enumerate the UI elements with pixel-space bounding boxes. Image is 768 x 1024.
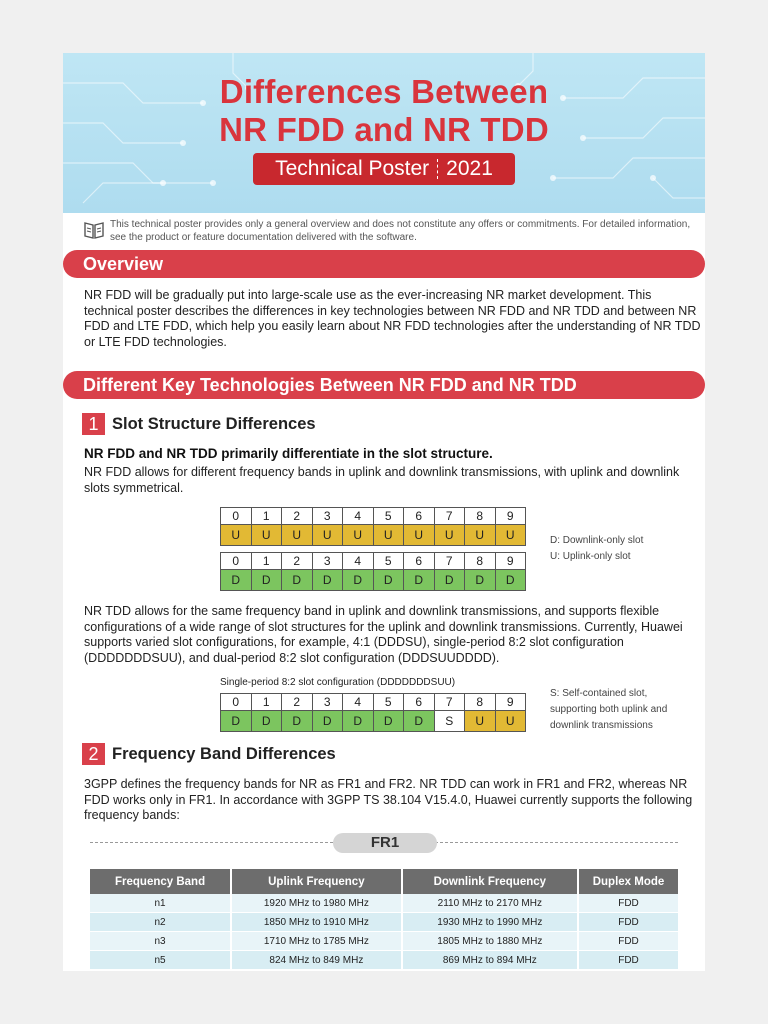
slot-index: 5: [373, 508, 404, 525]
slot-index: 0: [221, 553, 252, 570]
column-header: Downlink Frequency: [402, 869, 578, 894]
subtitle-badge: [253, 153, 515, 185]
slot-index: 6: [404, 508, 435, 525]
downlink-slot: D: [373, 711, 404, 732]
table-row: [90, 913, 678, 932]
slot-index-row: [221, 694, 526, 711]
fr1-divider: [90, 835, 678, 849]
book-icon: [83, 220, 105, 240]
slot-index: 2: [282, 553, 313, 570]
subtitle-year: 2021: [446, 157, 493, 180]
downlink-slot: D: [251, 711, 282, 732]
uplink-slot: U: [312, 525, 343, 546]
downlink-slot: D: [221, 711, 252, 732]
downlink-slot: D: [404, 711, 435, 732]
uplink-slot: U: [404, 525, 435, 546]
fdd-uplink-slot-table: [220, 507, 526, 546]
slot-index: 8: [465, 508, 496, 525]
column-header: Uplink Frequency: [231, 869, 402, 894]
slot-index: 1: [251, 553, 282, 570]
fr1-label: FR1: [333, 833, 437, 853]
downlink-cell: 1805 MHz to 1880 MHz: [402, 932, 578, 951]
band-cell: n2: [90, 913, 231, 932]
header-banner: [63, 53, 705, 213]
frequency-band-table: [90, 869, 678, 970]
title-line-1: Differences Between: [219, 73, 549, 110]
slot-index: 3: [312, 694, 343, 711]
disclaimer-text: This technical poster provides only a general overview and does not constitute any offers or commitments. For detailed information, see the product or feature documentation delivered with the software.: [110, 219, 691, 243]
slot-index: 4: [343, 508, 374, 525]
downlink-slot: D: [221, 570, 252, 591]
fdd-slot-legend: [550, 533, 643, 565]
uplink-slot: U: [495, 525, 526, 546]
slot-index: 9: [495, 694, 526, 711]
slot-index: 6: [404, 553, 435, 570]
section-number-2: 2: [82, 743, 105, 765]
poster-page: [63, 53, 705, 971]
downlink-slot: D: [251, 570, 282, 591]
downlink-slot: D: [495, 570, 526, 591]
downlink-cell: 1930 MHz to 1990 MHz: [402, 913, 578, 932]
fdd-description: NR FDD allows for different frequency bands in uplink and downlink transmissions, with uplink and downlink slots symmetrical.: [84, 465, 680, 495]
slot-index: 1: [251, 508, 282, 525]
self-contained-slot: S: [434, 711, 465, 732]
tdd-config-slot-table: [220, 693, 526, 732]
table-row: [90, 932, 678, 951]
table-row: [90, 951, 678, 970]
section-number-1: 1: [82, 413, 105, 435]
duplex-cell: FDD: [578, 951, 678, 970]
overview-text: NR FDD will be gradually put into large-scale use as the ever-increasing NR market development. This technical poster describes the differences in key technologies between NR FDD and NR TDD and between NR FDD and LTE FDD, which help you easily learn about NR FDD technologies after the understanding of NR TDD or LTE FDD technologies.: [84, 288, 701, 349]
uplink-slot: U: [282, 525, 313, 546]
downlink-slot: D: [434, 570, 465, 591]
slot-index: 7: [434, 553, 465, 570]
uplink-cell: 1710 MHz to 1785 MHz: [231, 932, 402, 951]
slot-index: 8: [465, 694, 496, 711]
column-header: Frequency Band: [90, 869, 231, 894]
slot-index: 1: [251, 694, 282, 711]
table-header-row: [90, 869, 678, 894]
slot-index: 6: [404, 694, 435, 711]
uplink-slot: U: [373, 525, 404, 546]
band-cell: n5: [90, 951, 231, 970]
uplink-cell: 824 MHz to 849 MHz: [231, 951, 402, 970]
downlink-cell: 869 MHz to 894 MHz: [402, 951, 578, 970]
downlink-slot-row: [221, 570, 526, 591]
config-label: Single-period 8:2 slot configuration (DDDDDDDSUU): [220, 677, 456, 688]
subtitle-separator: [437, 159, 438, 179]
slot-index-row: [221, 508, 526, 525]
uplink-slot: U: [251, 525, 282, 546]
column-header: Duplex Mode: [578, 869, 678, 894]
slot-index: 0: [221, 508, 252, 525]
legend-uplink: U: Uplink-only slot: [550, 551, 631, 562]
slot-index: 9: [495, 508, 526, 525]
legend-downlink: D: Downlink-only slot: [550, 535, 644, 546]
band-cell: n1: [90, 894, 231, 913]
config-slot-row: [221, 711, 526, 732]
downlink-slot: D: [404, 570, 435, 591]
slot-index: 4: [343, 694, 374, 711]
overview-heading: Overview: [63, 250, 705, 278]
downlink-slot: D: [373, 570, 404, 591]
slot-index: 8: [465, 553, 496, 570]
uplink-cell: 1920 MHz to 1980 MHz: [231, 894, 402, 913]
uplink-cell: 1850 MHz to 1910 MHz: [231, 913, 402, 932]
uplink-slot-row: [221, 525, 526, 546]
subtitle-text: Technical Poster: [275, 157, 430, 180]
duplex-cell: FDD: [578, 894, 678, 913]
downlink-slot: D: [282, 570, 313, 591]
slot-index: 5: [373, 553, 404, 570]
downlink-cell: 2110 MHz to 2170 MHz: [402, 894, 578, 913]
downlink-slot: D: [465, 570, 496, 591]
table-row: [90, 894, 678, 913]
slot-index: 7: [434, 694, 465, 711]
downlink-slot: D: [282, 711, 313, 732]
slot-summary: NR FDD and NR TDD primarily differentiate in the slot structure.: [84, 446, 493, 461]
uplink-slot: U: [495, 711, 526, 732]
downlink-slot: D: [343, 711, 374, 732]
downlink-slot: D: [312, 711, 343, 732]
title-line-2: NR FDD and NR TDD: [219, 111, 549, 148]
slot-index: 2: [282, 508, 313, 525]
slot-index: 4: [343, 553, 374, 570]
duplex-cell: FDD: [578, 913, 678, 932]
uplink-slot: U: [343, 525, 374, 546]
slot-index: 0: [221, 694, 252, 711]
slot-index: 3: [312, 553, 343, 570]
slot-index: 3: [312, 508, 343, 525]
slot-index: 9: [495, 553, 526, 570]
uplink-slot: U: [465, 711, 496, 732]
downlink-slot: D: [312, 570, 343, 591]
frequency-description: 3GPP defines the frequency bands for NR as FR1 and FR2. NR TDD can work in FR1 and FR2, whereas NR FDD works only in FR1. In accordance with 3GPP TS 38.104 V15.4.0, Huawei currently supports the following frequency bands:: [84, 777, 693, 822]
duplex-cell: FDD: [578, 932, 678, 951]
key-tech-heading: Different Key Technologies Between NR FDD and NR TDD: [63, 371, 705, 399]
band-cell: n3: [90, 932, 231, 951]
slot-structure-title: Slot Structure Differences: [112, 414, 316, 433]
frequency-band-title: Frequency Band Differences: [112, 744, 336, 763]
uplink-slot: U: [221, 525, 252, 546]
uplink-slot: U: [434, 525, 465, 546]
slot-index: 7: [434, 508, 465, 525]
downlink-slot: D: [343, 570, 374, 591]
fdd-downlink-slot-table: [220, 552, 526, 591]
uplink-slot: U: [465, 525, 496, 546]
slot-index: 5: [373, 694, 404, 711]
slot-index: 2: [282, 694, 313, 711]
tdd-description: NR TDD allows for the same frequency band in uplink and downlink transmissions, and supports flexible configurations of a wide range of slot structures for the uplink and downlink transmissions. Currently, Huawei supports varied slot configurations, for example, 4:1 (DDDSU), single-period 8:2 slot configuration (DDDDDDDSUU), and dual-period 8:2 slot configuration (DDDSUUDDDD).: [84, 604, 683, 665]
slot-index-row: [221, 553, 526, 570]
frequency-band-heading: [82, 743, 336, 765]
slot-structure-heading: [82, 413, 316, 435]
self-contained-legend: S: Self-contained slot, supporting both uplink and downlink transmissions: [550, 688, 668, 731]
